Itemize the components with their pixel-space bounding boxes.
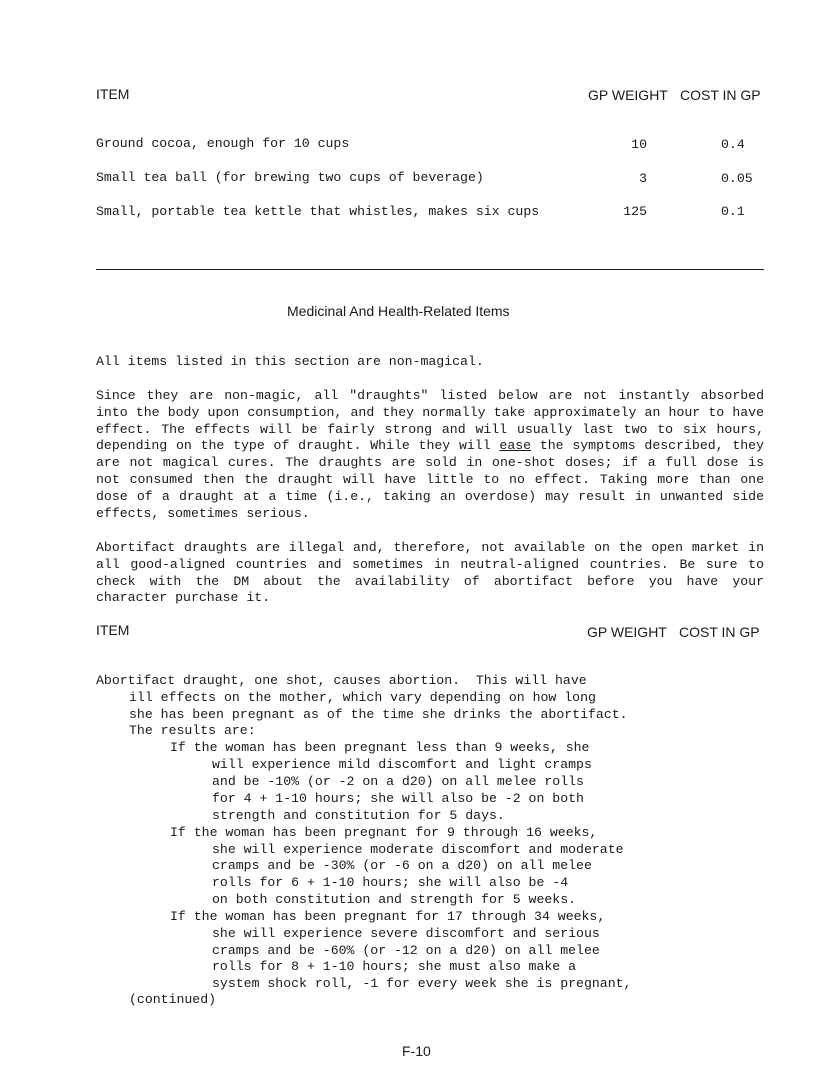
table1-header-item: ITEM: [96, 86, 130, 102]
entry-line: on both constitution and strength for 5 weeks.: [212, 892, 577, 907]
entry-line: The results are:: [129, 723, 256, 738]
table-row-cost: 0.05: [721, 171, 753, 186]
abortifact-paragraph: Abortifact draughts are illegal and, therefore, not available on the open market in all good-aligned countries and sometimes in neutral-aligned countries. Be sure to check with the DM about the availability of abortifact before you have your character purchase it.: [96, 540, 764, 606]
continued-note: (continued): [129, 992, 217, 1007]
draughts-paragraph-part2: the symptoms described, they are not magical cures. The draughts are sold in one-shot doses; if a full dose is not consumed then the draught will have little to no effect. Taking more than one dose of a draught at a time (i.e., taking an overdose) may result in unwanted side effects, sometimes serious.: [96, 438, 764, 521]
table-row-item: Small, portable tea kettle that whistles, makes six cups: [96, 204, 540, 219]
table-row-weight: 125: [623, 204, 647, 219]
entry-line: strength and constitution for 5 days.: [212, 808, 505, 823]
table-row-cost: 0.1: [721, 204, 745, 219]
draughts-paragraph: [96, 388, 764, 522]
entry-line: If the woman has been pregnant for 17 through 34 weeks,: [170, 909, 606, 924]
entry-line: cramps and be -30% (or -6 on a d20) on all melee: [212, 858, 592, 873]
page-number: F-10: [402, 1043, 431, 1059]
section-title: Medicinal And Health-Related Items: [287, 303, 510, 319]
table2-header-cost: COST IN GP: [679, 624, 760, 640]
table-row-cost: 0.4: [721, 137, 745, 152]
ease-emphasis: ease: [499, 438, 532, 454]
entry-line: Abortifact draught, one shot, causes abortion. This will have: [96, 673, 587, 688]
table-row-weight: 10: [631, 137, 647, 152]
entry-line: will experience mild discomfort and light cramps: [212, 757, 592, 772]
entry-line: she will experience moderate discomfort and moderate: [212, 842, 624, 857]
table1-header-cost: COST IN GP: [680, 87, 761, 103]
table2-header-weight: GP WEIGHT: [587, 624, 667, 640]
table1-header-weight: GP WEIGHT: [588, 87, 668, 103]
table-row-weight: 3: [639, 171, 647, 186]
entry-line: she will experience severe discomfort and serious: [212, 926, 600, 941]
entry-line: ill effects on the mother, which vary depending on how long: [129, 690, 596, 705]
entry-line: rolls for 6 + 1-10 hours; she will also be -4: [212, 875, 569, 890]
entry-line: If the woman has been pregnant less than 9 weeks, she: [170, 740, 590, 755]
section-intro: All items listed in this section are non-magical.: [96, 354, 484, 369]
entry-line: If the woman has been pregnant for 9 through 16 weeks,: [170, 825, 598, 840]
entry-line: system shock roll, -1 for every week she is pregnant,: [212, 976, 632, 991]
entry-line: and be -10% (or -2 on a d20) on all melee rolls: [212, 774, 584, 789]
table-row-item: Ground cocoa, enough for 10 cups: [96, 136, 350, 151]
table2-header-item: ITEM: [96, 622, 130, 638]
entry-line: rolls for 8 + 1-10 hours; she must also make a: [212, 959, 577, 974]
entry-line: she has been pregnant as of the time she drinks the abortifact.: [129, 707, 628, 722]
entry-line: cramps and be -60% (or -12 on a d20) on all melee: [212, 943, 600, 958]
draughts-paragraph-part1: Since they are non-magic, all "draughts" listed below are not instantly absorbed into the body upon consumption, and they normally take approximately an hour to have effect. The effects will be fairly strong and will usually last two to six hours, depending on the type of draught. While they will: [96, 388, 764, 454]
section-divider: [96, 269, 764, 270]
entry-line: for 4 + 1-10 hours; she will also be -2 on both: [212, 791, 584, 806]
table-row-item: Small tea ball (for brewing two cups of beverage): [96, 170, 484, 185]
